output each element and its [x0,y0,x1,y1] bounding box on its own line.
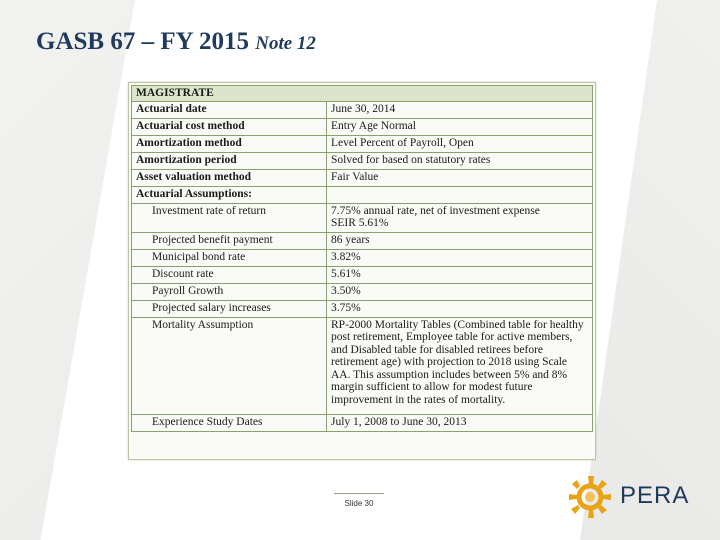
row-label: Asset valuation method [132,169,327,186]
row-value [327,203,593,232]
assumptions-table [131,85,593,432]
table-row [132,232,593,249]
table-row [132,135,593,152]
table-header: MAGISTRATE [132,86,593,102]
row-value: RP-2000 Mortality Tables (Combined table for healthy post retirement, Employee table for active members, and Disabled table for disabled retirees before retirement age) with projection to 2018 using Scale AA. This assumption includes between 5% and 8% margin sufficient to allow for modest future improvement in the rates of mortality. [327,317,593,414]
row-value: July 1, 2008 to June 30, 2013 [327,414,593,431]
background-stripe-left [0,0,135,540]
assumptions-table-image [128,82,596,460]
table-row [132,300,593,317]
footer-divider [334,493,384,494]
row-label: Mortality Assumption [132,317,327,414]
row-label: Payroll Growth [132,283,327,300]
pera-logo [566,474,690,520]
row-label: Projected benefit payment [132,232,327,249]
table-row [132,169,593,186]
row-value: 86 years [327,232,593,249]
slide-number: Slide 30 [344,499,374,508]
row-value: June 30, 2014 [327,101,593,118]
row-label: Actuarial date [132,101,327,118]
row-value-line: SEIR 5.61% [331,217,389,229]
row-value: 3.75% [327,300,593,317]
row-label: Municipal bond rate [132,249,327,266]
row-value [327,186,593,203]
row-value: Solved for based on statutory rates [327,152,593,169]
table-row [132,283,593,300]
row-value: 3.50% [327,283,593,300]
table-row [132,317,593,414]
row-value-line: 7.75% annual rate, net of investment expense [331,204,540,217]
table-row [132,249,593,266]
row-label: Investment rate of return [132,203,327,232]
table-row [132,101,593,118]
table-header-row [132,86,593,102]
row-value: 5.61% [327,266,593,283]
row-value: 3.82% [327,249,593,266]
logo-text: PERA [620,482,690,509]
row-label: Actuarial cost method [132,118,327,135]
slide-title-main: GASB 67 – FY 2015 [36,28,256,55]
table-row [132,414,593,431]
slide-title [36,28,316,56]
row-label: Amortization method [132,135,327,152]
row-label: Discount rate [132,266,327,283]
row-label: Experience Study Dates [132,414,327,431]
row-label: Actuarial Assumptions: [132,186,327,203]
table-row [132,152,593,169]
table-row [132,266,593,283]
slide-title-note: Note 12 [255,33,316,54]
sun-icon [566,474,614,520]
row-value: Level Percent of Payroll, Open [327,135,593,152]
row-label: Amortization period [132,152,327,169]
table-row [132,118,593,135]
background-stripe-right [580,0,720,540]
row-label: Projected salary increases [132,300,327,317]
row-value: Fair Value [327,169,593,186]
table-row [132,186,593,203]
table-row [132,203,593,232]
row-value: Entry Age Normal [327,118,593,135]
